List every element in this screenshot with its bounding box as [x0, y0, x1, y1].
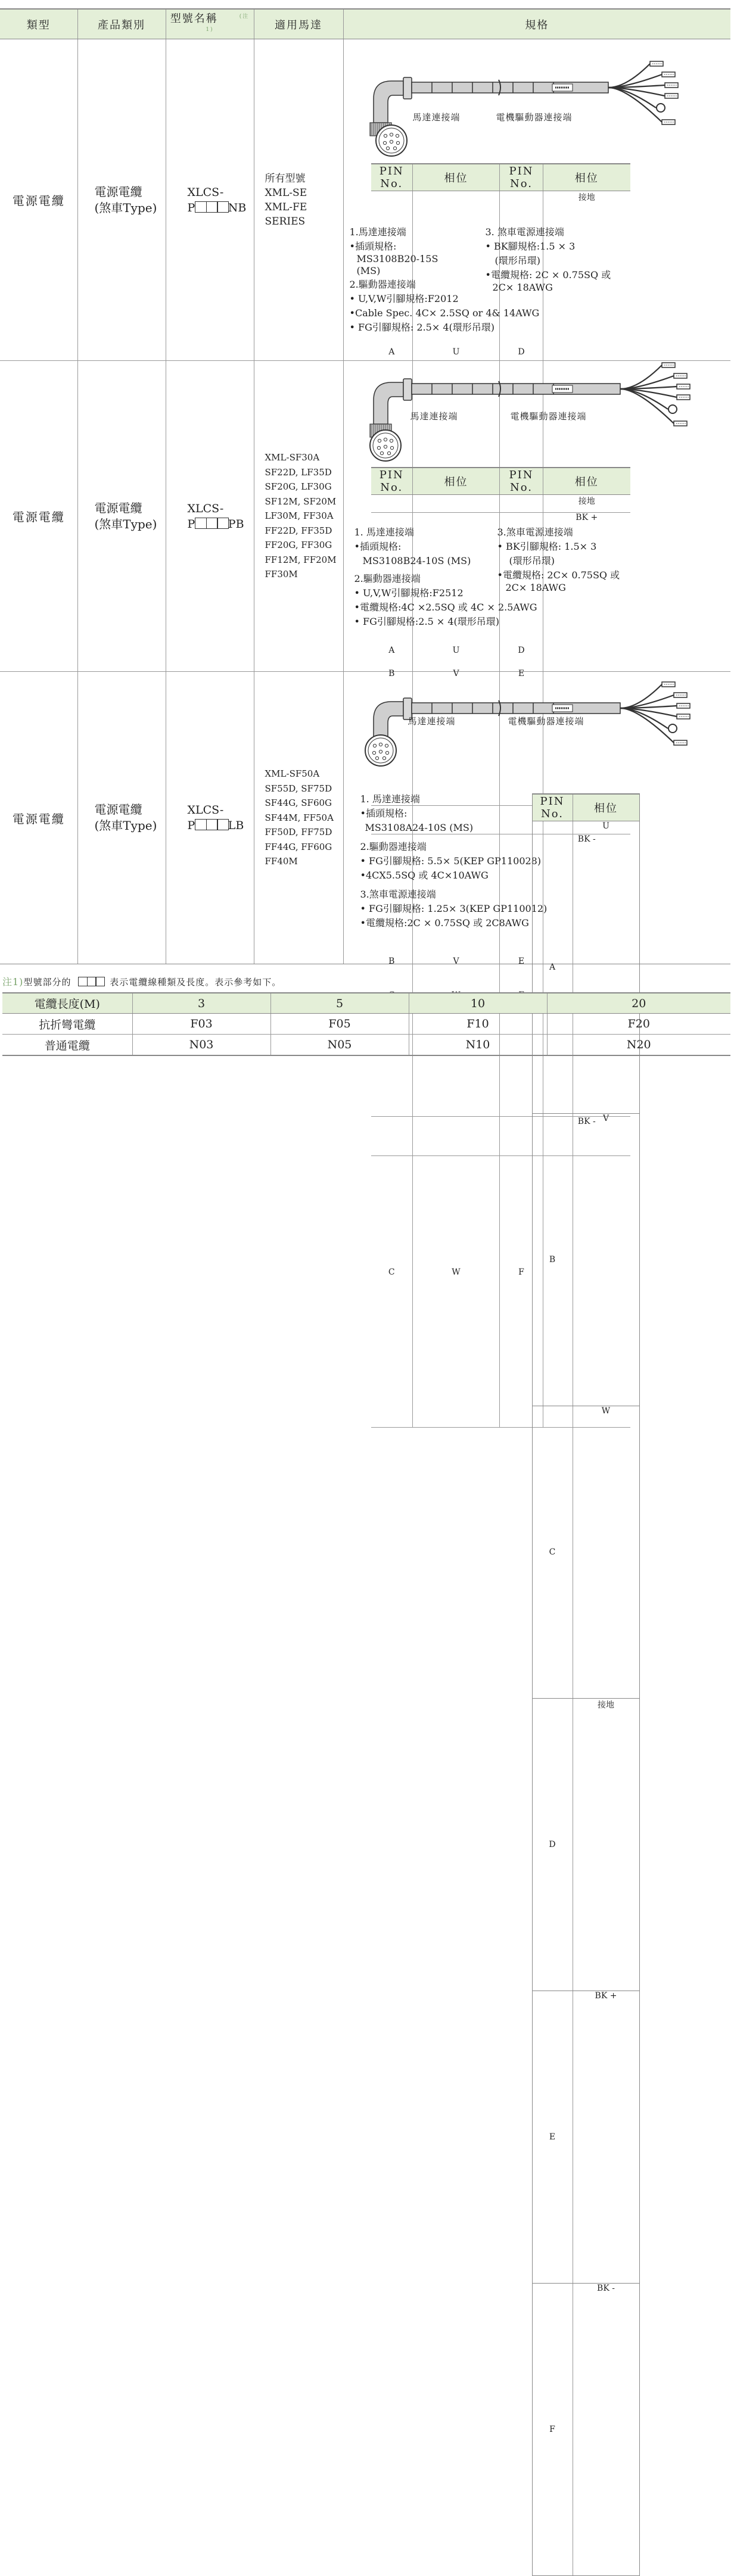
- cable-body: [412, 82, 608, 93]
- header-model-note: (注1): [206, 14, 250, 33]
- ring-terminal: [657, 104, 665, 112]
- pin-header: PIN No.: [500, 164, 543, 191]
- label-drive-end: 電機驅動器連接端: [508, 716, 584, 727]
- length-cell: 普通電纜: [2, 1035, 132, 1056]
- spec-line: •4CX5.5SQ 或 4C×10AWG: [360, 870, 489, 881]
- spec-line: 3. 煞車電源連接端: [485, 226, 564, 238]
- model-code: [188, 516, 254, 532]
- motor-item: SF12M, SF20M: [265, 496, 337, 507]
- pin-header: 相位: [413, 468, 500, 495]
- motor-item: FF50D, FF75D: [265, 827, 332, 838]
- label-drive-end: 電機驅動器連接端: [510, 411, 587, 422]
- pin-cell: D: [500, 191, 543, 513]
- pin-row: [532, 2284, 639, 2576]
- pin-cell: E: [500, 513, 543, 834]
- connector-face: [370, 430, 401, 461]
- row-model: [166, 39, 254, 361]
- length-header: 3: [132, 993, 270, 1014]
- spec-line: MS3108B20-15S: [356, 253, 438, 264]
- length-header: 電纜長度(M): [2, 993, 132, 1014]
- spec-line: 1. 馬達連接端: [354, 527, 414, 538]
- pin-cell: F: [532, 2284, 573, 2576]
- label-motor-end: 馬達連接端: [408, 716, 456, 727]
- pin-cell: V: [413, 513, 500, 834]
- motor-item: FF12M, FF20M: [265, 554, 337, 565]
- motor-item: LF30M, FF30A: [265, 510, 334, 522]
- category-line1: 電源電纜: [94, 802, 142, 817]
- spec-line: MS3108A24-10S (MS): [365, 822, 474, 833]
- motor-item: SF20G, LF30G: [265, 481, 332, 493]
- motor-item: FF30M: [265, 569, 298, 580]
- spec-line: •插頭規格:: [349, 241, 397, 252]
- motor-item: SF55D, SF75D: [265, 783, 332, 794]
- header-model-label: 型號名稱: [170, 13, 218, 25]
- row-motors: [254, 672, 343, 964]
- pin-header: PIN No.: [371, 164, 413, 191]
- spec-line: (MS): [356, 265, 381, 276]
- motor-item: FF40M: [265, 856, 298, 867]
- category-line1: 電源電纜: [94, 184, 142, 199]
- label-motor-end: 馬達連接端: [410, 411, 458, 422]
- pin-cell: 接地: [543, 191, 630, 513]
- pin-cell: E: [500, 806, 543, 1117]
- ring-terminal: [668, 405, 677, 413]
- row-model: [166, 361, 254, 672]
- pin-cell: E: [532, 1991, 573, 2284]
- table-row: [0, 361, 730, 672]
- spec-right: [486, 225, 611, 293]
- length-cell: F20: [547, 1014, 730, 1035]
- row-category: [77, 39, 166, 361]
- pin-row: [532, 1406, 639, 1699]
- length-cell: F05: [270, 1014, 409, 1035]
- row-motors: [254, 39, 343, 361]
- pin-row: [532, 821, 639, 1114]
- length-cell: N03: [132, 1035, 270, 1056]
- wire: [608, 88, 662, 122]
- motor-item: XML-SE: [265, 186, 307, 199]
- spec-line: 2C× 18AWG: [505, 582, 566, 593]
- model-suffix: NB: [228, 201, 247, 214]
- length-header: 5: [270, 993, 409, 1014]
- spec-line: 1. 馬達連接端: [360, 793, 420, 805]
- motor-item: XML-SF30A: [265, 452, 320, 463]
- length-cell: 抗折彎電纜: [2, 1014, 132, 1035]
- cable-body: [412, 384, 620, 394]
- model-p: P: [187, 201, 195, 214]
- pin-cell: V: [573, 1114, 639, 1406]
- pin-cell: D: [532, 1699, 573, 1991]
- pin-cell: C: [532, 1406, 573, 1699]
- pin-cell: A: [532, 821, 573, 1114]
- wire: [620, 708, 674, 743]
- spec-line: • U,V,W引腳規格:F2512: [354, 587, 464, 599]
- footnote-before: 型號部分的: [23, 977, 71, 988]
- pin-row: [532, 1699, 639, 1991]
- row-category: [77, 672, 166, 964]
- spec-line: • FG引腳規格: 2.5× 4(環形吊環): [349, 322, 494, 333]
- spec-line: •電纜規格:2C × 0.75SQ 或 2C8AWG: [360, 917, 529, 929]
- motor-item: XML-SF50A: [265, 768, 320, 780]
- pin-header: 相位: [413, 164, 500, 191]
- pin-cell: BK -: [543, 834, 630, 1156]
- pin-cell: BK -: [543, 1117, 630, 1428]
- row-type: 電源電纜: [0, 672, 77, 964]
- motor-item: FF22D, FF35D: [265, 525, 332, 536]
- pin-cell: 接地: [573, 1699, 639, 1991]
- length-cell: F03: [132, 1014, 270, 1035]
- cable-body: [412, 703, 620, 714]
- footnote: [2, 974, 281, 988]
- spec-line: • FG引腳規格:2.5 × 4(環形吊環): [354, 616, 499, 627]
- connector-elbow: [374, 81, 403, 123]
- pin-header: 相位: [573, 794, 639, 821]
- spec-line: •插頭規格:: [360, 808, 408, 819]
- motor-item: SF44M, FF50A: [265, 812, 334, 823]
- header-type: 類型: [0, 9, 77, 39]
- header-category: 產品類別: [77, 9, 166, 39]
- pin-row: [532, 1114, 639, 1406]
- length-table: [2, 992, 730, 1056]
- motor-item: FF44G, FF60G: [265, 841, 332, 852]
- pin-header: 相位: [543, 468, 630, 495]
- header-spec: 規格: [343, 9, 730, 39]
- row-model: [166, 672, 254, 964]
- motor-item: SERIES: [265, 215, 306, 228]
- ring-terminal: [668, 724, 677, 733]
- spec-line: (環形吊環): [509, 555, 555, 566]
- pin-cell: A: [371, 495, 413, 806]
- spec-line: •插頭規格:: [354, 541, 402, 552]
- footnote-mark: 注1): [2, 976, 24, 988]
- length-cell: N20: [547, 1035, 730, 1056]
- pin-cell: F: [500, 1117, 543, 1428]
- motor-item: FF20G, FF30G: [265, 540, 332, 551]
- model-prefix: XLCS-: [187, 502, 224, 515]
- pin-cell: C: [371, 1117, 413, 1428]
- spec-line: •電纜規格: 2C × 0.75SQ 或: [485, 269, 611, 281]
- pin-cell: U: [413, 191, 500, 513]
- row-type: 電源電纜: [0, 361, 77, 672]
- table-row: [0, 672, 730, 964]
- pin-cell: A: [371, 191, 413, 513]
- pin-header: PIN No.: [371, 468, 413, 495]
- connector-nut: [403, 379, 412, 400]
- connector-face: [365, 735, 396, 766]
- pin-cell: 接地: [543, 495, 630, 806]
- row-category: [77, 361, 166, 672]
- row-motors: [254, 361, 343, 672]
- row-type: 電源電纜: [0, 39, 77, 361]
- pin-cell: V: [413, 806, 500, 1117]
- spec-line: 2.驅動器連接端: [349, 279, 416, 290]
- pin-row: [532, 1991, 639, 2284]
- length-header: 20: [547, 993, 730, 1014]
- spec-line: • FG引腳規格: 5.5× 5(KEP GP110028): [360, 855, 542, 867]
- footnote-after: 表示電纜線種類及長度。表示參考如下。: [110, 977, 282, 988]
- length-cell: N10: [409, 1035, 547, 1056]
- pin-cell: W: [573, 1406, 639, 1699]
- spec-left: [360, 792, 548, 930]
- motor-item: SF44G, SF60G: [265, 798, 332, 809]
- spec-line: • BK腳規格:1.5 × 3: [485, 241, 576, 252]
- spec-line: • U,V,W引腳規格:F2012: [349, 293, 459, 304]
- category-line2: (煞車Type): [94, 200, 157, 215]
- spec-line: 3.煞車電源連接端: [497, 527, 573, 538]
- pin-cell: U: [573, 821, 639, 1114]
- spec-line: (環形吊環): [494, 255, 540, 266]
- connector-elbow: [374, 382, 403, 424]
- model-suffix: PB: [228, 517, 244, 531]
- spec-line: • FG引腳規格: 1.25× 3(KEP GP110012): [360, 903, 548, 914]
- motor-item: 所有型號: [265, 172, 306, 185]
- table-row: [0, 39, 730, 361]
- table-header: [0, 9, 730, 39]
- motor-item: XML-FE: [265, 201, 307, 213]
- pin-header: 相位: [543, 164, 630, 191]
- pin-cell: BK +: [573, 1991, 639, 2284]
- model-prefix: XLCS-: [187, 803, 224, 817]
- connector-nut: [403, 77, 412, 99]
- spec-line: 3.煞車電源連接端: [360, 889, 436, 900]
- model-suffix: LB: [228, 819, 244, 832]
- length-cell: N05: [270, 1035, 409, 1056]
- model-p: P: [187, 819, 195, 832]
- motor-item: SF22D, LF35D: [265, 466, 332, 478]
- pin-cell: B: [371, 513, 413, 834]
- spec-line: •電纜規格: 2C× 0.75SQ 或: [497, 569, 620, 581]
- pin-table: [532, 793, 640, 2576]
- label-drive-end: 電機驅動器連接端: [496, 112, 573, 123]
- header-model: [166, 9, 254, 39]
- length-header-row: [2, 993, 730, 1014]
- pin-header: PIN No.: [532, 794, 573, 821]
- model-prefix: XLCS-: [187, 185, 224, 199]
- model-code: [188, 200, 254, 216]
- spec-line: •Cable Spec. 4C× 2.5SQ or 4& 14AWG: [349, 307, 540, 319]
- category-line2: (煞車Type): [94, 818, 157, 833]
- pin-cell: W: [413, 1117, 500, 1428]
- spec-line: •電纜規格:4C ×2.5SQ 或 4C × 2.5AWG: [354, 602, 537, 613]
- spec-right: [497, 525, 620, 593]
- pin-cell: U: [413, 495, 500, 806]
- pin-cell: B: [371, 806, 413, 1117]
- cable-diagram: [344, 39, 731, 147]
- pin-cell: BK +: [543, 513, 630, 834]
- spec-line: 1.馬達連接端: [349, 226, 406, 238]
- spec-line: 2C× 18AWG: [492, 282, 553, 293]
- spec-line: • BK引腳規格: 1.5× 3: [497, 541, 597, 552]
- wire: [620, 389, 674, 423]
- spec-line: 2.驅動器連接端: [354, 573, 421, 584]
- header-motor: 適用馬達: [254, 9, 343, 39]
- pin-cell: D: [500, 495, 543, 806]
- category-line1: 電源電纜: [94, 500, 142, 515]
- spec-line: 2.驅動器連接端: [360, 841, 427, 852]
- model-code: [188, 818, 254, 833]
- model-p: P: [187, 517, 195, 531]
- table-row: [2, 1014, 730, 1035]
- category-line2: (煞車Type): [94, 516, 157, 531]
- pin-cell: B: [532, 1114, 573, 1406]
- label-motor-end: 馬達連接端: [412, 112, 461, 123]
- length-header: 10: [409, 993, 547, 1014]
- spec-line: MS3108B24-10S (MS): [362, 555, 471, 566]
- length-cell: F10: [409, 1014, 547, 1035]
- table-row: [2, 1035, 730, 1056]
- connector-face: [376, 125, 407, 156]
- pin-cell: BK -: [573, 2284, 639, 2576]
- pin-header: PIN No.: [500, 468, 543, 495]
